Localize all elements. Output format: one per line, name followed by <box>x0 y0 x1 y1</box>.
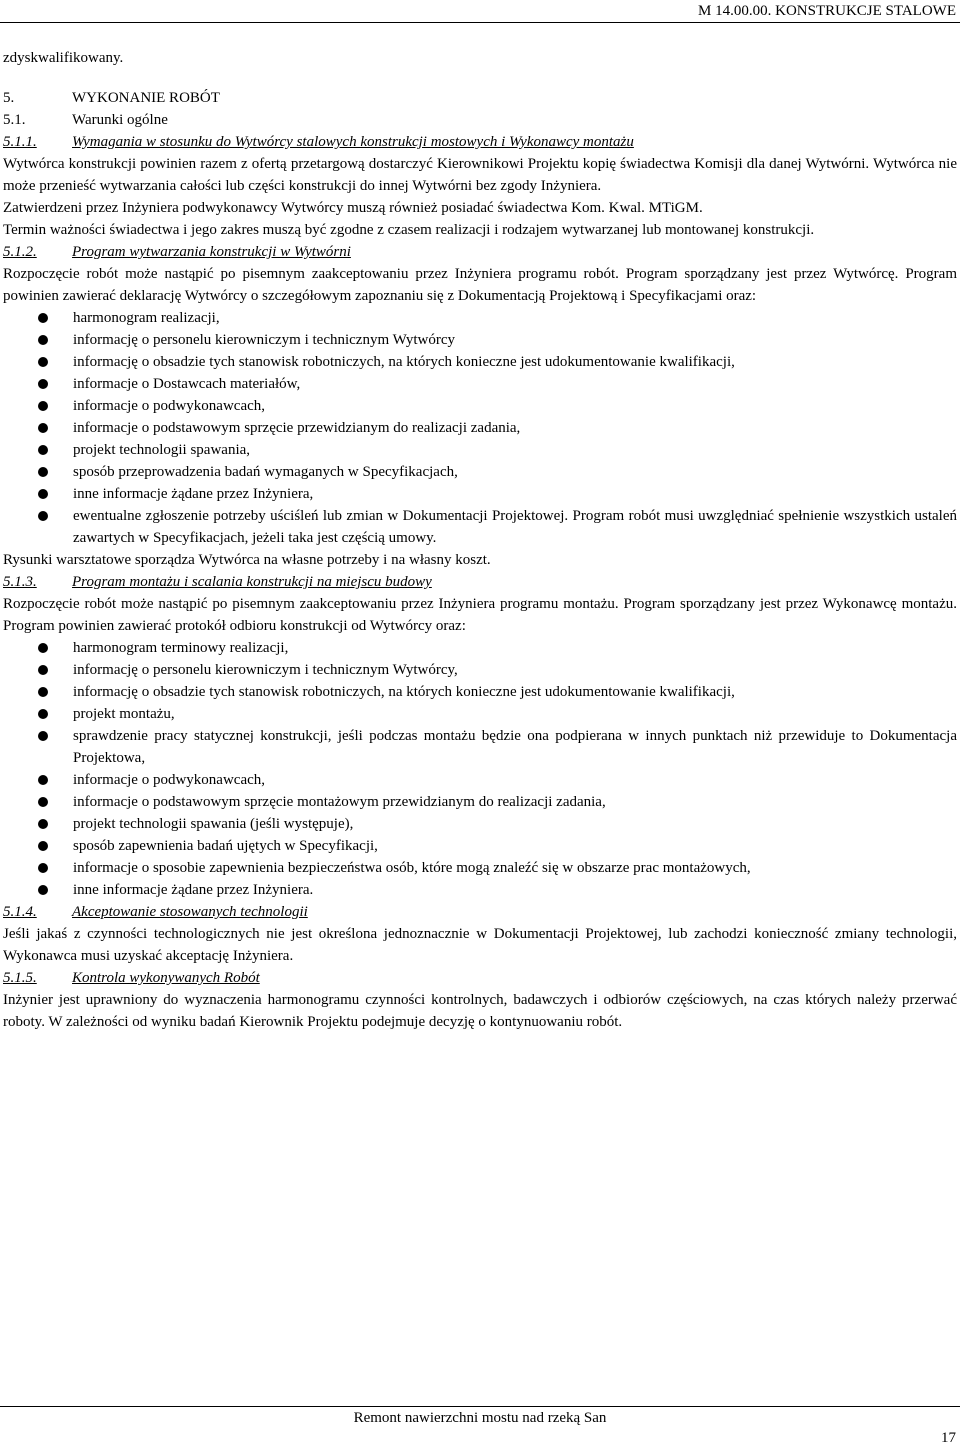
bullet-icon <box>38 643 48 653</box>
heading-5-1-3 <box>3 571 957 593</box>
list-item: harmonogram terminowy realizacji, <box>3 637 957 659</box>
heading-5-1-2-number: 5.1.2. <box>3 244 37 260</box>
list-item: informacje o Dostawcach materiałów, <box>3 373 957 395</box>
list-item: sprawdzenie pracy statycznej konstrukcji, jeśli podczas montażu będzie ona podpierana w innych punktach niż przewiduje to Dokumentacja Projektowa, <box>3 725 957 769</box>
list-item: projekt technologii spawania, <box>3 439 957 461</box>
bullet-icon <box>38 357 48 367</box>
list-item: informacje o podwykonawcach, <box>3 769 957 791</box>
bullet-icon <box>38 379 48 389</box>
paragraph-5-1-5: Inżynier jest uprawniony do wyznaczenia harmonogramu czynności kontrolnych, badawczych i odbiorów częściowych, na czas których należy przerwać roboty. W zależności od wyniku badań Kierownik Projektu podejmuje decyzję o kontynuowaniu robót. <box>3 992 957 1030</box>
list-item: ewentualne zgłoszenie potrzeby uściśleń lub zmian w Dokumentacji Projektowej. Program robót musi uwzględniać spełnienie wszystkich ustaleń zawartych w Specyfikacjach, jeżeli taka jest częścią umowy. <box>3 505 957 549</box>
running-header: M 14.00.00. KONSTRUKCJE STALOWE <box>698 3 956 19</box>
bullet-icon <box>38 511 48 521</box>
bullet-icon <box>38 313 48 323</box>
intro-text: zdyskwalifikowany. <box>3 50 124 66</box>
bullet-icon <box>38 665 48 675</box>
bullet-icon <box>38 863 48 873</box>
bullet-list-5-1-3 <box>3 637 957 901</box>
bullet-icon <box>38 687 48 697</box>
heading-5-1-title: Warunki ogólne <box>72 112 168 128</box>
paragraph-5-1-1-b: Zatwierdzeni przez Inżyniera podwykonawcy Wytwórcy muszą również posiadać świadectwa Kom. Kwal. MTiGM. <box>3 200 703 216</box>
paragraph-5-1-2-b: Rysunki warsztatowe sporządza Wytwórca na własne potrzeby i na własny koszt. <box>3 552 491 568</box>
heading-5-number: 5. <box>3 90 15 106</box>
heading-5-1-4-number: 5.1.4. <box>3 904 37 920</box>
heading-5-1-3-number: 5.1.3. <box>3 574 37 590</box>
heading-5-1-2 <box>3 241 957 263</box>
bullet-icon <box>38 467 48 477</box>
list-item: projekt montażu, <box>3 703 957 725</box>
heading-5-1-5 <box>3 967 957 989</box>
list-item: informację o personelu kierowniczym i technicznym Wytwórcy, <box>3 659 957 681</box>
paragraph-5-1-3-a: Rozpoczęcie robót może nastąpić po pisemnym zaakceptowaniu przez Inżyniera programu montażu. Program sporządzany jest przez Wykonawcę montażu. Program powinien zawierać protokół odbioru konstrukcji od Wytwórcy oraz: <box>3 596 957 634</box>
footer-rule <box>0 1406 960 1407</box>
bullet-list-5-1-2 <box>3 307 957 549</box>
list-item: informacje o sposobie zapewnienia bezpieczeństwa osób, które mogą znaleźć się w obszarze prac montażowych, <box>3 857 957 879</box>
heading-5-1-5-title: Kontrola wykonywanych Robót <box>72 970 260 986</box>
bullet-icon <box>38 841 48 851</box>
bullet-icon <box>38 819 48 829</box>
heading-5-1-2-title: Program wytwarzania konstrukcji w Wytwórni <box>72 244 351 260</box>
heading-5-1-1-number: 5.1.1. <box>3 134 37 150</box>
bullet-icon <box>38 335 48 345</box>
list-item: projekt technologii spawania (jeśli występuje), <box>3 813 957 835</box>
heading-5-1-number: 5.1. <box>3 112 26 128</box>
heading-5-1-1 <box>3 131 957 153</box>
paragraph-5-1-1-a: Wytwórca konstrukcji powinien razem z ofertą przetargową dostarczyć Kierownikowi Projektu kopię świadectwa Komisji dla danej Wytwórni. Wytwórca nie może przenieść wytwarzania całości lub części konstrukcji do innej Wytwórni bez zgody Inżyniera. <box>3 156 957 194</box>
bullet-icon <box>38 445 48 455</box>
paragraph-5-1-2-a: Rozpoczęcie robót może nastąpić po pisemnym zaakceptowaniu przez Inżyniera programu robót. Program sporządzany jest przez Wytwórcę. Program powinien zawierać deklarację Wytwórcy o szczegółowym zapoznaniu się z Dokumentacją Projektową i Specyfikacjami oraz: <box>3 266 957 304</box>
list-item: inne informacje żądane przez Inżyniera. <box>3 879 957 901</box>
list-item: sposób zapewnienia badań ujętych w Specyfikacji, <box>3 835 957 857</box>
running-footer: Remont nawierzchni mostu nad rzeką San <box>353 1410 607 1426</box>
list-item: informacje o podstawowym sprzęcie montażowym przewidzianym do realizacji zadania, <box>3 791 957 813</box>
document-body <box>3 47 957 1033</box>
heading-5-1-3-title: Program montażu i scalania konstrukcji na miejscu budowy <box>72 574 432 590</box>
bullet-icon <box>38 731 48 741</box>
list-item: harmonogram realizacji, <box>3 307 957 329</box>
bullet-icon <box>38 401 48 411</box>
heading-5-1-1-title: Wymagania w stosunku do Wytwórcy stalowych konstrukcji mostowych i Wykonawcy montażu <box>72 134 634 150</box>
list-item: informacje o podwykonawcach, <box>3 395 957 417</box>
heading-5-1 <box>3 109 957 131</box>
page-number: 17 <box>941 1430 956 1446</box>
heading-5-title: WYKONANIE ROBÓT <box>72 90 220 106</box>
heading-5 <box>3 87 957 109</box>
list-item: inne informacje żądane przez Inżyniera, <box>3 483 957 505</box>
bullet-icon <box>38 709 48 719</box>
heading-5-1-5-number: 5.1.5. <box>3 970 37 986</box>
list-item: informacje o podstawowym sprzęcie przewidzianym do realizacji zadania, <box>3 417 957 439</box>
heading-5-1-4-title: Akceptowanie stosowanych technologii <box>72 904 308 920</box>
list-item: informację o obsadzie tych stanowisk robotniczych, na których konieczne jest udokumentowanie kwalifikacji, <box>3 351 957 373</box>
list-item: informację o personelu kierowniczym i technicznym Wytwórcy <box>3 329 957 351</box>
bullet-icon <box>38 489 48 499</box>
bullet-icon <box>38 885 48 895</box>
bullet-icon <box>38 775 48 785</box>
bullet-icon <box>38 797 48 807</box>
header-rule <box>0 22 960 23</box>
paragraph-5-1-1-c: Termin ważności świadectwa i jego zakres muszą być zgodne z czasem realizacji i rodzajem wytwarzanej lub montowanej konstrukcji. <box>3 222 815 238</box>
list-item: informację o obsadzie tych stanowisk robotniczych, na których konieczne jest udokumentowanie kwalifikacji, <box>3 681 957 703</box>
paragraph-5-1-4: Jeśli jakaś z czynności technologicznych nie jest określona jednoznacznie w Dokumentacji Projektowej, lub zachodzi konieczność zmiany technologii, Wykonawca musi uzyskać akceptację Inżyniera. <box>3 926 957 964</box>
heading-5-1-4 <box>3 901 957 923</box>
list-item: sposób przeprowadzenia badań wymaganych w Specyfikacjach, <box>3 461 957 483</box>
bullet-icon <box>38 423 48 433</box>
